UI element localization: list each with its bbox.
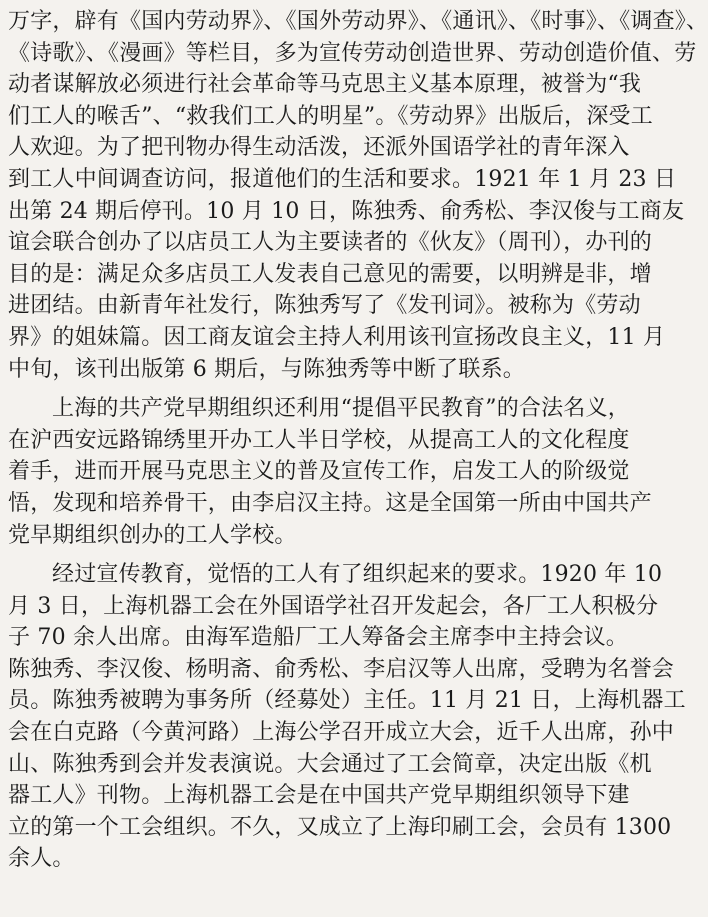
- text-line: 到工人中间调查访问，报道他们的生活和要求。1921 年 1 月 23 日: [8, 166, 677, 192]
- paragraph-machinery-union: [8, 559, 686, 875]
- paragraph-labor-journal: [8, 6, 708, 385]
- text-line: 人欢迎。为了把刊物办得生动活泼，还派外国语学社的青年深入: [8, 135, 630, 161]
- text-line: 万字，辟有《国内劳动界》、《国外劳动界》、《通讯》、《时事》、《调查》、: [8, 9, 708, 34]
- text-line: 界》的姐妹篇。因工商友谊会主持人利用该刊宣扬改良主义，11 月: [8, 324, 666, 350]
- text-line: 经过宣传教育，觉悟的工人有了组织起来的要求。1920 年 10: [52, 562, 663, 588]
- text-line: 会在白克路（今黄河路）上海公学召开成立大会，近千人出席，孙中: [8, 720, 675, 746]
- text-line: 进团结。由新青年社发行，陈独秀写了《发刊词》。被称为《劳动: [8, 293, 641, 319]
- text-line: 出第 24 期后停刊。10 月 10 日，陈独秀、俞秀松、李汉俊与工商友: [8, 198, 685, 224]
- text-line: 动者谋解放必须进行社会革命等马克思主义基本原理，被誉为“我: [8, 72, 642, 98]
- text-line: 谊会联合创办了以店员工人为主要读者的《伙友》（周刊），办刊的: [8, 230, 653, 256]
- paragraph-workers-school: [8, 393, 652, 551]
- text-line: 们工人的喉舌”、“救我们工人的明星”。《劳动界》出版后，深受工: [8, 103, 653, 129]
- text-line: 悟，发现和培养骨干，由李启汉主持。这是全国第一所由中国共产: [8, 490, 652, 516]
- text-line: 器工人》刊物。上海机器工会是在中国共产党早期组织领导下建: [8, 783, 630, 809]
- text-line: 子 70 余人出席。由海军造船厂工人筹备会主席李中主持会议。: [8, 625, 628, 651]
- text-line: 着手，进而开展马克思主义的普及宣传工作，启发工人的阶级觉: [8, 459, 630, 485]
- text-line: 中旬，该刊出版第 6 期后，与陈独秀等中断了联系。: [8, 356, 525, 382]
- text-line: 月 3 日，上海机器工会在外国语学社召开发起会，各厂工人积极分: [8, 593, 659, 619]
- text-line: 党早期组织创办的工人学校。: [8, 522, 297, 548]
- text-line: 余人。: [8, 846, 75, 872]
- text-line: 山、陈独秀到会并发表演说。大会通过了工会简章，决定出版《机: [8, 751, 652, 777]
- paragraph-gap: [8, 551, 590, 559]
- text-line: 目的是：满足众多店员工人发表自己意见的需要，以明辨是非，增: [8, 261, 652, 287]
- text-line: 在沪西安远路锦绣里开办工人半日学校，从提高工人的文化程度: [8, 427, 630, 453]
- text-line: 员。陈独秀被聘为事务所（经募处）主任。11 月 21 日，上海机器工: [8, 688, 686, 714]
- text-line: 陈独秀、李汉俊、杨明斋、俞秀松、李启汉等人出席，受聘为名誉会: [8, 656, 675, 682]
- text-line: 上海的共产党早期组织还利用“提倡平民教育”的合法名义，: [52, 396, 630, 422]
- paragraph-gap: [8, 385, 590, 393]
- text-line: 立的第一个工会组织。不久，又成立了上海印刷工会，会员有 1300: [8, 814, 672, 840]
- text-line: 《诗歌》、《漫画》等栏目，多为宣传劳动创造世界、劳动创造价值、劳: [8, 40, 697, 66]
